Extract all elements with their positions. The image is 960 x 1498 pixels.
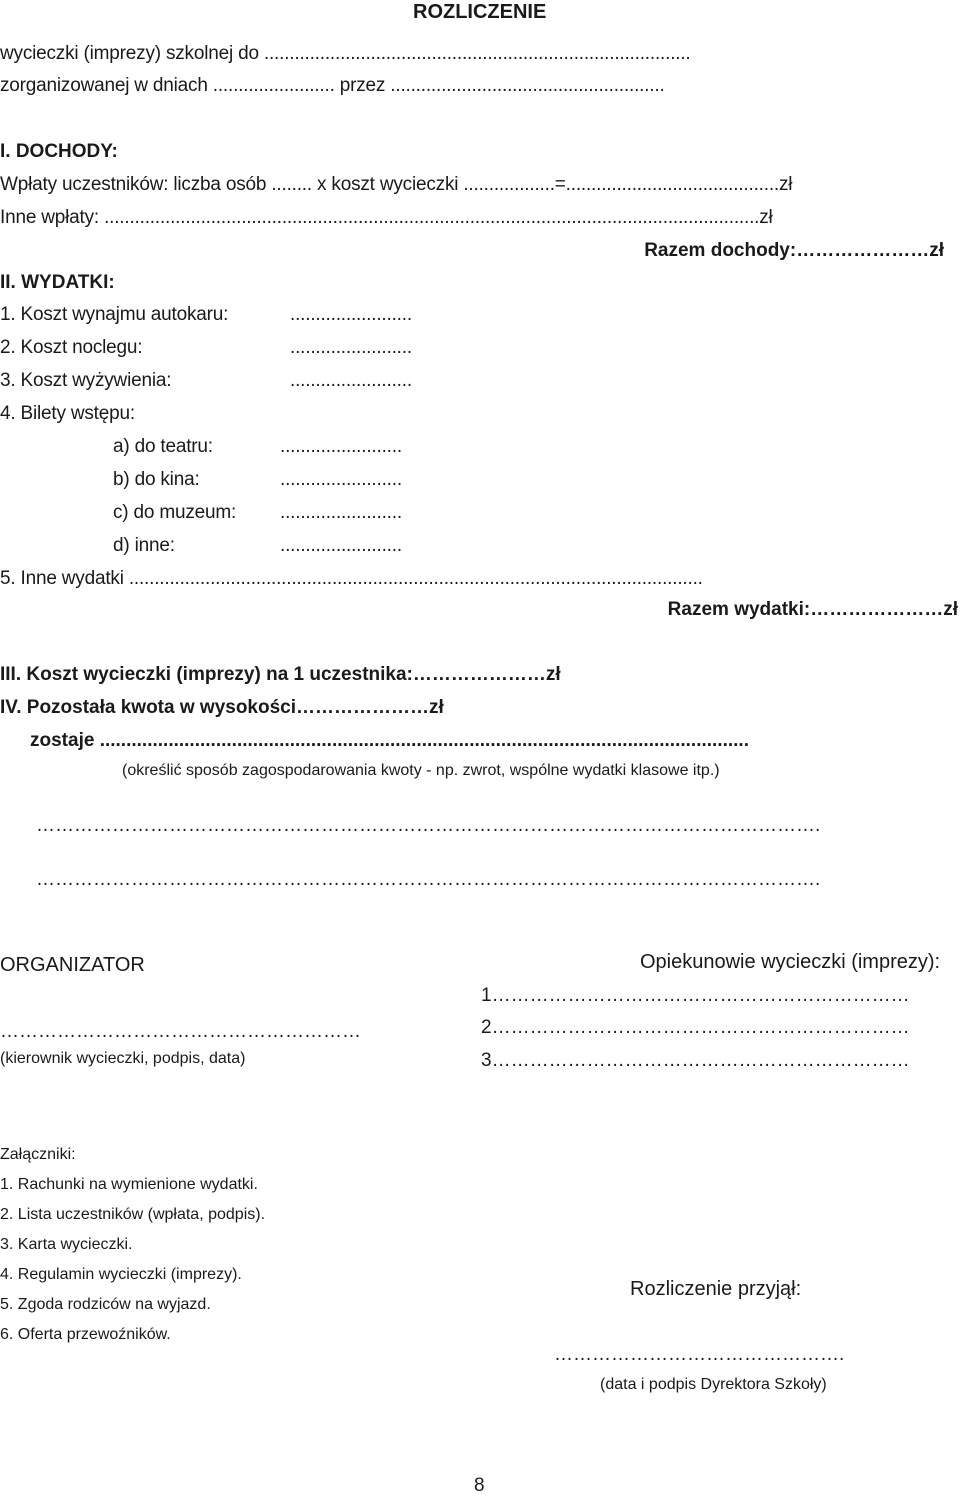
- expense-other-line: 5. Inne wydatki .................................................................................................................: [0, 568, 703, 589]
- attachments-title: Załączniki:: [0, 1146, 76, 1163]
- ticket-museum-dots: ........................: [280, 502, 402, 523]
- trip-destination-line: wycieczki (imprezy) szkolnej do ....................................................................................: [0, 43, 691, 64]
- remains-line: zostaje ...........................................................................................................................: [30, 730, 749, 751]
- ticket-cinema: b) do kina:: [113, 469, 200, 490]
- attachment-item: 3. Karta wycieczki.: [0, 1236, 133, 1253]
- income-participants-line: Wpłaty uczestników: liczba osób ........ x koszt wycieczki ..................=..........................................zł: [0, 174, 793, 195]
- cost-per-participant: III. Koszt wycieczki (imprezy) na 1 uczestnika:…………………zł: [0, 664, 561, 685]
- organizer-title: ORGANIZATOR: [0, 954, 145, 976]
- ticket-cinema-dots: ........................: [280, 469, 402, 490]
- page-number: 8: [474, 1475, 485, 1496]
- attachment-item: 5. Zgoda rodziców na wyjazd.: [0, 1296, 211, 1313]
- attachment-item: 1. Rachunki na wymienione wydatki.: [0, 1176, 258, 1193]
- approval-signature-line: ……………………………………….: [554, 1344, 845, 1365]
- ticket-other: d) inne:: [113, 535, 175, 556]
- guardian-line-2: 2…………………………………………………………: [481, 1017, 910, 1038]
- approval-caption: (data i podpis Dyrektora Szkoły): [600, 1376, 827, 1393]
- attachment-item: 6. Oferta przewoźników.: [0, 1326, 171, 1343]
- income-heading: I. DOCHODY:: [0, 141, 118, 162]
- expense-item-food-dots: ........................: [290, 370, 412, 391]
- attachment-item: 2. Lista uczestników (wpłata, podpis).: [0, 1206, 266, 1223]
- guardians-title: Opiekunowie wycieczki (imprezy):: [640, 951, 941, 973]
- ticket-theatre-dots: ........................: [280, 436, 402, 457]
- income-total: Razem dochody:…………………zł: [644, 240, 944, 261]
- expense-item-tickets: 4. Bilety wstępu:: [0, 403, 135, 424]
- blank-line: …………………………………………………………………………………………………………….: [36, 869, 821, 890]
- expense-item-lodging-dots: ........................: [290, 337, 412, 358]
- guardian-line-1: 1…………………………………………………………: [481, 985, 910, 1006]
- expense-item-bus-dots: ........................: [290, 304, 412, 325]
- expenses-total: Razem wydatki:…………………zł: [667, 599, 958, 620]
- income-other-line: Inne wpłaty: .................................................................................................................................zł: [0, 207, 773, 228]
- remaining-amount: IV. Pozostała kwota w wysokości…………………zł: [0, 697, 444, 718]
- guardian-line-3: 3…………………………………………………………: [481, 1050, 910, 1071]
- expense-item-food: 3. Koszt wyżywienia:: [0, 370, 172, 391]
- remains-hint: (określić sposób zagospodarowania kwoty - np. zwrot, wspólne wydatki klasowe itp.): [122, 762, 720, 779]
- organizer-caption: (kierownik wycieczki, podpis, data): [0, 1050, 246, 1067]
- ticket-theatre: a) do teatru:: [113, 436, 213, 457]
- ticket-other-dots: ........................: [280, 535, 402, 556]
- expenses-heading: II. WYDATKI:: [0, 272, 115, 293]
- attachment-item: 4. Regulamin wycieczki (imprezy).: [0, 1266, 242, 1283]
- expense-item-bus: 1. Koszt wynajmu autokaru:: [0, 304, 229, 325]
- ticket-museum: c) do muzeum:: [113, 502, 237, 523]
- organizer-signature-line: …………………………………………………: [0, 1021, 361, 1042]
- approval-title: Rozliczenie przyjął:: [630, 1278, 802, 1300]
- trip-dates-line: zorganizowanej w dniach ........................ przez ......................................................: [0, 75, 665, 96]
- blank-line: …………………………………………………………………………………………………………….: [36, 815, 821, 836]
- expense-item-lodging: 2. Koszt noclegu:: [0, 337, 143, 358]
- page-title: ROZLICZENIE: [413, 1, 547, 23]
